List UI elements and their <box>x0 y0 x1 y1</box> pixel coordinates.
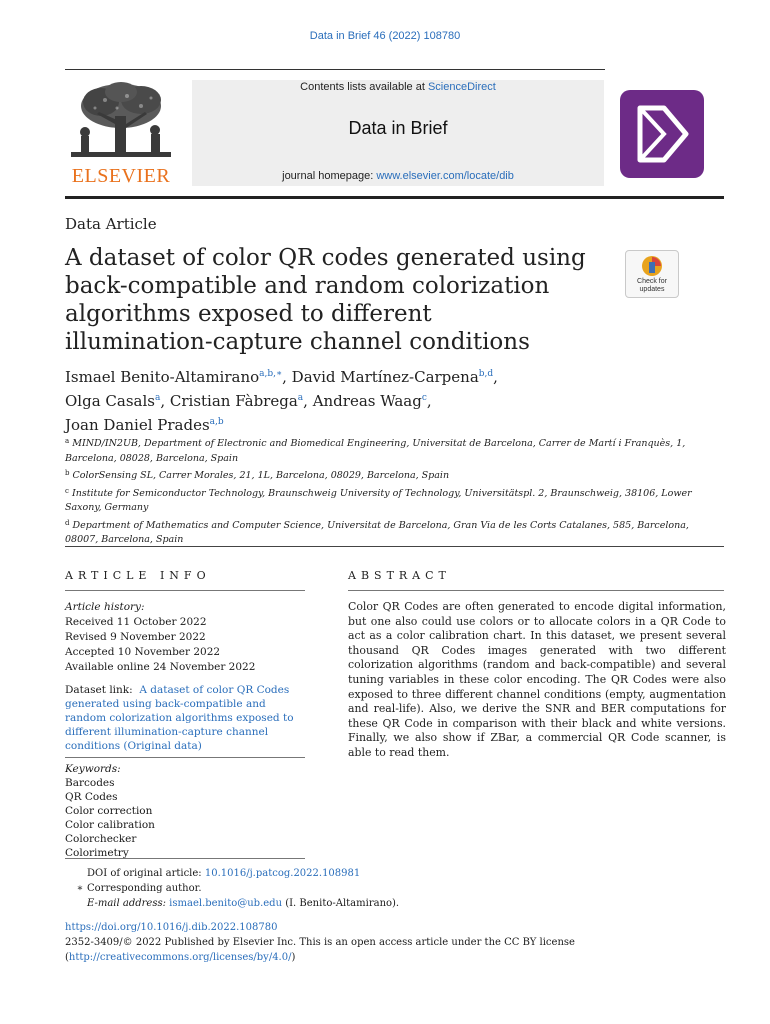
data-in-brief-logo-icon <box>620 90 704 178</box>
license-close: ) <box>291 952 296 963</box>
dataset-label: Dataset link: <box>65 684 133 696</box>
article-type: Data Article <box>65 215 157 233</box>
author-affiliation-mark[interactable]: b,d <box>478 369 494 379</box>
author-name: Cristian Fàbrega <box>169 392 298 410</box>
history-entry: Available online 24 November 2022 <box>65 661 256 673</box>
info-rule <box>65 858 305 859</box>
author-name: Ismael Benito-Altamirano <box>65 368 260 386</box>
dataset-link-block <box>65 683 309 753</box>
doi-block <box>65 920 725 965</box>
keyword: Barcodes <box>65 777 115 789</box>
abstract-text: Color QR Codes are often generated to encode digital information, but one also could use colors or to allocate colors in a QR Code to act as a color calibration chart. In this dataset, we present several thousand QR Codes images generated with two different colorization algorithms (random and back-compatible) and several tuning variables in these color encoding. The QR Codes were also exposed to three different channel conditions (empty, augmentation and real-life). Also, we derive the SNR and BER computations for these QR Code in comparison with their black and white versions. Finally, we also show if ZBar, a commercial QR Code scanner, is able to read them. <box>348 600 726 759</box>
author-name: David Martínez-Carpena <box>291 368 479 386</box>
author-name: Andreas Waag <box>312 392 422 410</box>
history-entry: Received 11 October 2022 <box>65 616 207 628</box>
author-affiliation-mark[interactable]: a,b <box>209 417 224 427</box>
doi-original-label: DOI of original article: <box>87 868 205 879</box>
email-label: E-mail address: <box>87 898 170 909</box>
article-info-heading: ARTICLE INFO <box>65 569 211 582</box>
check-label: updates <box>639 286 665 293</box>
license-link[interactable]: http://creativecommons.org/licenses/by/4.0/ <box>68 952 292 963</box>
history-entry: Revised 9 November 2022 <box>65 631 206 643</box>
email-link[interactable]: ismael.benito@ub.edu <box>169 898 283 909</box>
history-entry: Accepted 10 November 2022 <box>65 646 221 658</box>
author-name: Olga Casals <box>65 392 155 410</box>
journal-title: Data in Brief <box>348 118 448 138</box>
affiliation-text: Department of Mathematics and Computer Science, Universitat de Barcelona, Gran Via de les Corts Catalanes, 585, Barcelona, 08007, Barcelona, Spain <box>65 519 689 545</box>
affiliation-label: d <box>65 518 70 527</box>
title-line: back-compatible and random colorization <box>65 273 550 299</box>
license-open: ( <box>65 952 69 963</box>
sciencedirect-link[interactable]: ScienceDirect <box>427 81 496 93</box>
journal-citation-link[interactable]: Data in Brief 46 (2022) 108780 <box>309 30 461 42</box>
check-label: Check for <box>637 278 667 285</box>
info-rule <box>65 590 305 591</box>
journal-homepage <box>192 170 604 182</box>
author-list <box>65 364 705 436</box>
affiliation-label: c <box>65 486 69 495</box>
check-for-updates-icon <box>640 254 664 278</box>
abstract-heading: ABSTRACT <box>348 569 451 582</box>
footnote-doi-original <box>65 866 725 881</box>
author-name: Joan Daniel Prades <box>65 416 210 434</box>
homepage-link[interactable]: www.elsevier.com/locate/dib <box>376 170 514 182</box>
author-affiliation-mark[interactable]: a,b,∗ <box>259 369 283 379</box>
footnotes <box>65 866 725 911</box>
keyword: QR Codes <box>65 791 118 803</box>
footnote-star: ∗ <box>76 883 84 894</box>
footnote-corresponding <box>65 881 725 896</box>
history-label: Article history: <box>65 601 145 613</box>
section-rule <box>65 546 724 547</box>
keyword: Colorimetry <box>65 847 129 859</box>
header-rule <box>65 69 605 70</box>
license-line <box>65 950 725 965</box>
author-separator: , <box>282 368 292 386</box>
author-affiliation-mark[interactable]: a <box>297 393 304 403</box>
keywords-block <box>65 762 305 860</box>
affiliation <box>65 466 695 484</box>
info-rule <box>65 757 305 758</box>
copyright-line: 2352-3409/© 2022 Published by Elsevier Inc. This is an open access article under the CC BY license <box>65 937 575 948</box>
header-thick-rule <box>65 196 724 199</box>
title-line: algorithms exposed to different <box>65 301 432 327</box>
keywords-label: Keywords: <box>65 763 121 775</box>
article-history <box>65 600 305 675</box>
doi-original-link[interactable]: 10.1016/j.patcog.2022.108981 <box>204 868 361 879</box>
homepage-prefix: journal homepage: <box>282 170 377 182</box>
affiliation-list <box>65 434 695 548</box>
affiliation <box>65 434 695 466</box>
author-separator: , <box>493 368 498 386</box>
author-affiliation-mark[interactable]: a <box>154 393 161 403</box>
affiliation-text: ColorSensing SL, Carrer Morales, 21, 1L, Barcelona, 08029, Barcelona, Spain <box>72 470 450 481</box>
keyword: Color correction <box>65 805 153 817</box>
keyword: Color calibration <box>65 819 155 831</box>
article-title <box>65 244 605 356</box>
author-affiliation-mark[interactable]: c <box>421 393 427 403</box>
contents-line <box>192 81 604 93</box>
affiliation-label: a <box>65 437 70 445</box>
author-separator: , <box>303 392 313 410</box>
title-line: A dataset of color QR codes generated using <box>65 245 586 271</box>
affiliation <box>65 484 695 516</box>
keyword: Colorchecker <box>65 833 137 845</box>
affiliation-text: Institute for Semiconductor Technology, Braunschweig University of Technology, Universitätspl. 2, Braunschweig, 38106, Lower Saxony, Germany <box>65 487 692 513</box>
publisher-name: ELSEVIER <box>71 165 171 187</box>
author-separator: , <box>426 392 432 410</box>
abstract-rule <box>348 590 724 591</box>
email-owner: (I. Benito-Altamirano). <box>282 898 400 909</box>
affiliation-text: MIND/IN2UB, Department of Electronic and Biomedical Engineering, Universitat de Barcelona, Carrer de Martí i Franquès, 1, Barcelona, 08028, Barcelona, Spain <box>65 438 686 464</box>
article-doi-link[interactable]: https://doi.org/10.1016/j.dib.2022.108780 <box>65 922 278 933</box>
dataset-link[interactable]: A dataset of color QR Codes generated using back-compatible and random colorization algorithms exposed to different illumination-capture channel conditions (Original data) <box>65 684 294 752</box>
corresponding-text: Corresponding author. <box>87 883 202 894</box>
affiliation <box>65 516 695 548</box>
title-line: illumination-capture channel conditions <box>65 329 530 355</box>
author-separator: , <box>160 392 170 410</box>
contents-prefix: Contents lists available at <box>300 81 428 93</box>
footnote-email <box>65 896 725 911</box>
check-for-updates-button[interactable] <box>625 250 679 298</box>
affiliation-label: b <box>65 469 70 477</box>
